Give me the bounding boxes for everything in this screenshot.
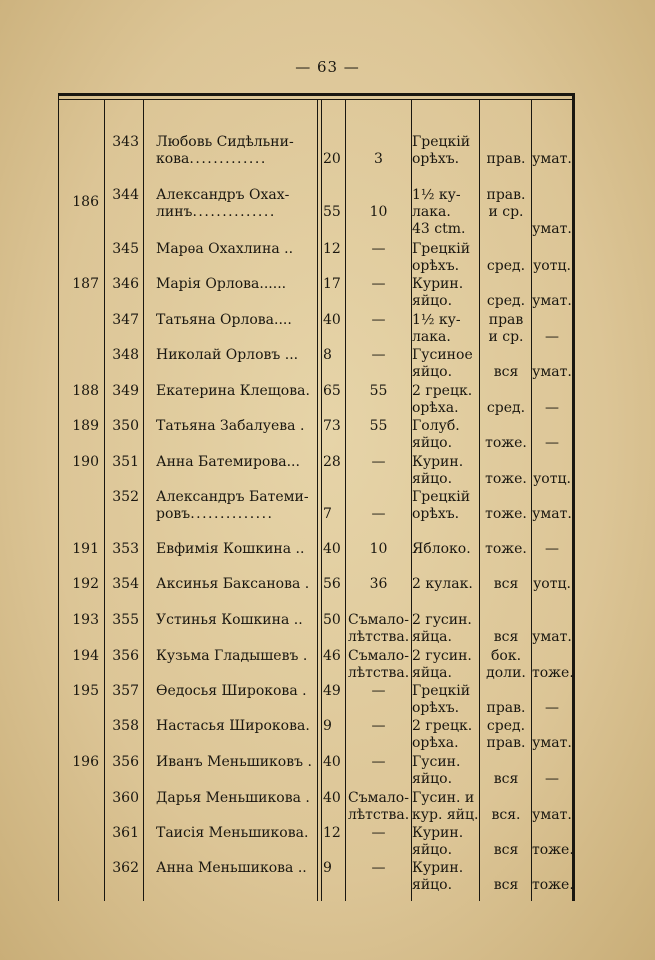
object-line2: яйцо. [412,471,453,487]
object-line1: Яблоко. [412,541,471,557]
age: 49 [323,683,341,699]
result: умат. [532,293,572,309]
eye-line2: прав. [486,735,526,751]
eye-line1: бок. [490,648,522,664]
person-name: Анна Меньшикова .. [156,860,307,876]
object-line1: Гусин. [412,754,461,770]
object-line1: Грецкій [412,134,471,150]
person-name: Кузьма Гладышевъ . [156,648,308,664]
age: 40 [323,754,341,770]
entry-id: 351 [112,454,139,470]
eye-line2: сред. [486,400,526,416]
eye-line1: вся [493,576,519,592]
person-name: Николай Орловъ ... [156,347,299,363]
object-line1: 2 грецк. [412,718,473,734]
duration-line2: лѣтства. [347,807,410,823]
object-line2: орѣха. [412,400,459,416]
eye-line2: вся [493,842,519,858]
person-name: Аксинья Баксанова . [156,576,310,592]
result: умат. [532,506,572,522]
column-divider [143,100,144,901]
eye-line2: тоже. [485,471,527,487]
object-line2: яйцо. [412,435,453,451]
object-line1: Голуб. [412,418,460,434]
object-line1: 2 грецк. [412,383,473,399]
duration: — [371,241,386,257]
entry-id: 357 [112,683,139,699]
entry-id: 343 [112,134,139,150]
result: умат. [532,364,572,380]
result: умат. [532,151,572,167]
age: 65 [323,383,341,399]
object-line1: Курин. [412,276,464,292]
duration: 36 [369,576,388,592]
object-line1: Грецкій [412,683,471,699]
entry-id: 362 [112,860,139,876]
duration: — [371,718,386,734]
eye-line2: и ср. [488,329,524,345]
duration: — [371,276,386,292]
object-line2: яйцо. [412,842,453,858]
result: уотц. [533,471,571,487]
person-name: Любовь Сидѣльни- [156,134,294,150]
person-name: Ѳедосья Широкова . [156,683,307,699]
object-line1: Курин. [412,454,464,470]
age: 9 [323,860,332,876]
duration-line1: Съмало- [348,790,409,806]
row-number: 187 [72,276,99,292]
age: 12 [323,241,341,257]
entry-id: 361 [112,825,139,841]
object-line1: Курин. [412,860,464,876]
row-number: 189 [72,418,99,434]
row-number: 186 [72,194,99,210]
eye-line2: прав. [486,700,526,716]
person-name: Марія Орлова...... [156,276,287,292]
result: — [545,435,559,451]
object-line2: орѣхъ. [412,151,460,167]
object-line2: яйцо. [412,293,453,309]
object-line1: 2 кулак. [412,576,473,592]
object-line2: орѣхъ. [412,506,460,522]
entry-id: 353 [112,541,139,557]
object-line1: 2 гусин. [412,612,472,628]
duration: — [371,860,386,876]
entry-id: 345 [112,241,139,257]
person-name: Дарья Меньшикова . [156,790,310,806]
age: 73 [323,418,341,434]
person-name: Таисія Меньшикова. [156,825,309,841]
eye-line2: вся [493,877,519,893]
person-name: Татьяна Орлова.... [156,312,292,328]
age: 50 [323,612,341,628]
object-line1: 2 гусин. [412,648,472,664]
object-line2: яйца. [412,665,452,681]
object-line2: лака. [412,204,451,220]
name-ending: кова [156,151,190,167]
age: 40 [323,541,341,557]
duration: — [371,454,386,470]
duration-line2: лѣтства. [347,629,410,645]
age: 20 [323,151,341,167]
object-line1: Грецкій [412,489,471,505]
duration-line2: лѣтства. [347,665,410,681]
object-line2: яйца. [412,629,452,645]
result: тоже. [532,877,574,893]
duration: — [371,506,386,522]
age: 9 [323,718,332,734]
eye-line1: тоже. [485,541,527,557]
entry-id: 354 [112,576,139,592]
person-name: Александръ Охах- [156,187,290,203]
person-name: Марѳа Охахлина .. [156,241,294,257]
entry-id: 344 [112,187,139,203]
eye-line1: прав. [486,187,526,203]
result: уотц. [533,258,571,274]
result: уотц. [533,576,571,592]
entry-id: 346 [112,276,139,292]
entry-id: 352 [112,489,139,505]
eye-line1: сред. [486,718,526,734]
person-name: Екатерина Клещова. [156,383,310,399]
result: — [545,329,559,345]
person-name: Александръ Батеми- [156,489,309,505]
age: 40 [323,790,341,806]
result: — [545,400,559,416]
object-line1: Курин. [412,825,464,841]
entry-id: 350 [112,418,139,434]
entry-id: 349 [112,383,139,399]
duration: 55 [369,418,388,434]
row-number: 190 [72,454,99,470]
name-ending: линъ [156,204,193,220]
entry-id: 356 [112,648,139,664]
object-line2: яйцо. [412,771,453,787]
row-number: 188 [72,383,99,399]
age: 55 [323,204,341,220]
eye-line1: прав [488,312,524,328]
eye-line2: вся [493,771,519,787]
age: 40 [323,312,341,328]
object-line3: 43 ctm. [412,221,466,237]
object-line2: яйцо. [412,877,453,893]
entry-id: 347 [112,312,139,328]
entry-id: 356 [112,754,139,770]
row-number: 194 [72,648,99,664]
entry-id: 358 [112,718,139,734]
result: умат. [532,735,572,751]
duration: 55 [369,383,388,399]
object-line2: кур. яйц. [412,807,479,823]
eye-line2: вся. [491,807,521,823]
duration: — [371,347,386,363]
register-table [58,93,575,901]
row-number: 196 [72,754,99,770]
object-line2: яйцо. [412,364,453,380]
object-line1: Гусиное [412,347,473,363]
object-line2: орѣхъ. [412,258,460,274]
person-name: Татьяна Забалуева . [156,418,305,434]
result: умат. [532,807,572,823]
eye-line2: тоже. [485,506,527,522]
row-number: 195 [72,683,99,699]
object-line2: лака. [412,329,451,345]
name-ending: ровъ [156,506,191,522]
dot-leader: .............. [190,506,274,522]
person-name: Иванъ Меньшиковъ . [156,754,312,770]
eye-line2: вся [493,629,519,645]
result: — [545,771,559,787]
row-number: 192 [72,576,99,592]
person-name: Анна Батемирова... [156,454,300,470]
age: 7 [323,506,332,522]
duration-line1: Съмало- [348,612,409,628]
age: 56 [323,576,341,592]
age: 17 [323,276,341,292]
eye-line2: доли. [486,665,526,681]
result: умат. [532,629,572,645]
entry-id: 360 [112,790,139,806]
person-name: Евфимія Кошкина .. [156,541,305,557]
duration: — [371,683,386,699]
eye-line2: и ср. [488,204,524,220]
result: тоже. [532,842,574,858]
duration: — [371,312,386,328]
duration: — [371,754,386,770]
eye-line1: вся [493,364,519,380]
object-line1: Грецкій [412,241,471,257]
duration: 3 [374,151,383,167]
dot-leader: .............. [192,204,276,220]
object-line1: 1½ ку- [412,187,461,203]
person-name: Устинья Кошкина .. [156,612,303,628]
result: тоже. [532,665,574,681]
object-line1: Гусин. и [412,790,475,806]
duration: — [371,825,386,841]
duration-line1: Съмало- [348,648,409,664]
eye-line2: тоже. [485,435,527,451]
entry-id: 348 [112,347,139,363]
duration: 10 [369,541,388,557]
person-name: Настасья Широкова. [156,718,310,734]
entry-id: 355 [112,612,139,628]
page-number: — 63 — [295,58,360,76]
object-line1: 1½ ку- [412,312,461,328]
duration: 10 [369,204,388,220]
object-line2: орѣхъ. [412,700,460,716]
result: — [545,541,559,557]
result: умат. [532,221,572,237]
eye-line2: сред. [486,293,526,309]
dot-leader: ............. [189,151,267,167]
age: 8 [323,347,332,363]
age: 28 [323,454,341,470]
eye-line2: прав. [486,151,526,167]
row-number: 193 [72,612,99,628]
object-line2: орѣха. [412,735,459,751]
age: 12 [323,825,341,841]
row-number: 191 [72,541,99,557]
eye-line2: сред. [486,258,526,274]
age: 46 [323,648,341,664]
result: — [545,700,559,716]
